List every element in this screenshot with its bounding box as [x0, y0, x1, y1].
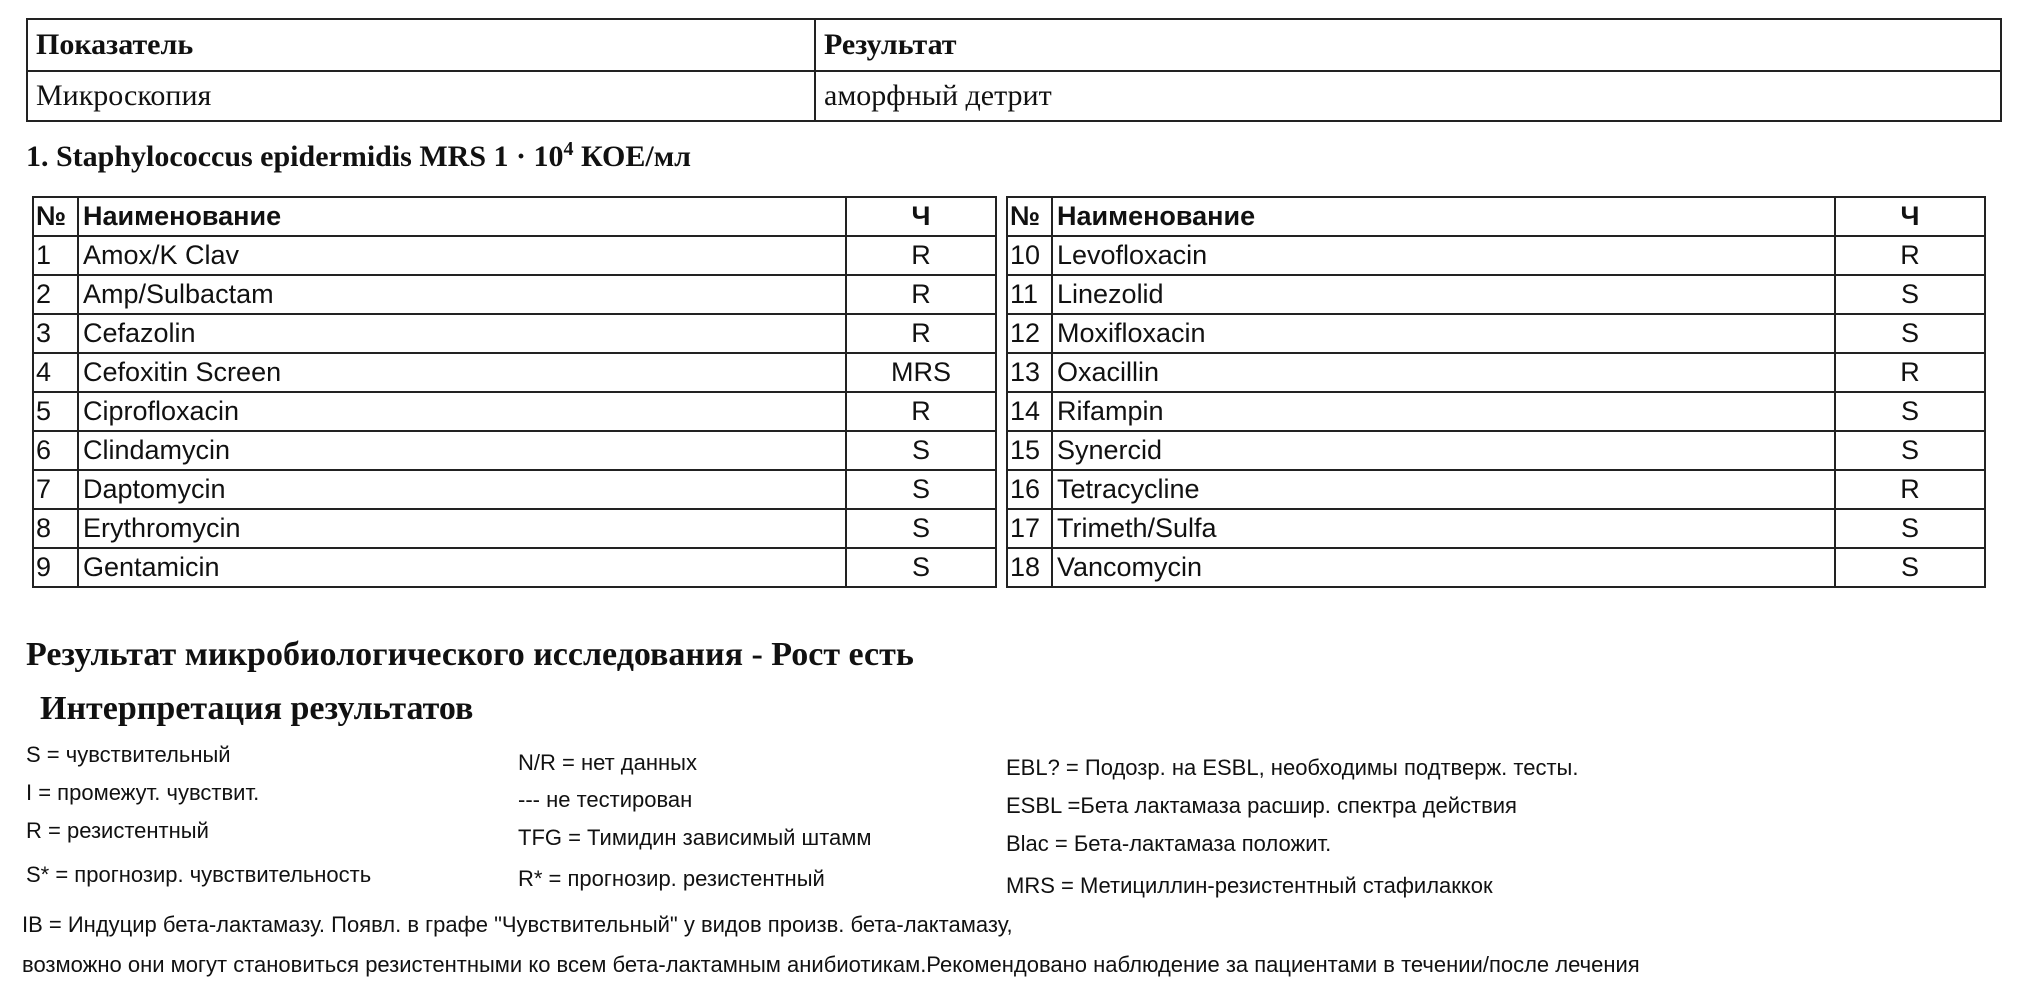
row-result: R [846, 392, 996, 431]
interpretation-title: Интерпретация результатов [40, 690, 474, 727]
row-num: 8 [33, 509, 78, 548]
legend-item: R = резистентный [26, 818, 209, 843]
row-antibiotic: Levofloxacin [1052, 236, 1835, 275]
legend-item: R* = прогнозир. резистентный [518, 866, 825, 891]
legend-item: S* = прогнозир. чувствительность [26, 862, 372, 887]
row-num: 5 [33, 392, 78, 431]
row-num: 11 [1007, 275, 1052, 314]
row-result: S [846, 509, 996, 548]
table-row [33, 236, 996, 275]
summary-header-row [27, 19, 2001, 71]
legend-item: ESBL =Бета лактамаза расшир. спектра действия [1006, 793, 1517, 818]
row-result: S [846, 431, 996, 470]
row-result: R [1835, 236, 1985, 275]
table-row [33, 353, 996, 392]
footnote-line: IB = Индуцир бета-лактамазу. Появл. в графе "Чувствительный" у видов произв. бета-лактамазу, [22, 912, 1013, 937]
row-result: MRS [846, 353, 996, 392]
legend-item: Blac = Бета-лактамаза положит. [1006, 831, 1332, 856]
row-num: 16 [1007, 470, 1052, 509]
row-antibiotic: Moxifloxacin [1052, 314, 1835, 353]
table-row [1007, 470, 1985, 509]
row-result: S [1835, 509, 1985, 548]
table-row [1007, 236, 1985, 275]
table-row [33, 275, 996, 314]
row-num: 15 [1007, 431, 1052, 470]
table-row [1007, 275, 1985, 314]
table-header-row [1007, 197, 1985, 236]
row-antibiotic: Rifampin [1052, 392, 1835, 431]
row-result: S [1835, 275, 1985, 314]
table-row [1007, 548, 1985, 587]
row-num: 9 [33, 548, 78, 587]
row-num: 17 [1007, 509, 1052, 548]
row-result: R [846, 314, 996, 353]
col-num-header: № [1007, 197, 1052, 236]
header-result: Результат [815, 19, 2001, 71]
row-num: 13 [1007, 353, 1052, 392]
organism-prefix: 1. Staphylococcus epidermidis MRS 1 · 10 [26, 140, 564, 173]
row-antibiotic: Trimeth/Sulfa [1052, 509, 1835, 548]
row-antibiotic: Linezolid [1052, 275, 1835, 314]
antibiotic-table-right [1006, 196, 1986, 588]
row-num: 12 [1007, 314, 1052, 353]
row-result: R [846, 275, 996, 314]
summary-row [27, 71, 2001, 121]
row-antibiotic: Clindamycin [78, 431, 846, 470]
row-result: R [846, 236, 996, 275]
row-antibiotic: Synercid [1052, 431, 1835, 470]
row-antibiotic: Cefoxitin Screen [78, 353, 846, 392]
row-antibiotic: Cefazolin [78, 314, 846, 353]
table-row [33, 548, 996, 587]
row-antibiotic: Oxacillin [1052, 353, 1835, 392]
row-antibiotic: Vancomycin [1052, 548, 1835, 587]
col-result-header: Ч [1835, 197, 1985, 236]
row-antibiotic: Tetracycline [1052, 470, 1835, 509]
row-num: 10 [1007, 236, 1052, 275]
row-num: 1 [33, 236, 78, 275]
row-num: 3 [33, 314, 78, 353]
row-antibiotic: Amp/Sulbactam [78, 275, 846, 314]
antibiotic-table-left [32, 196, 997, 588]
table-row [1007, 353, 1985, 392]
col-name-header: Наименование [1052, 197, 1835, 236]
row-antibiotic: Amox/K Clav [78, 236, 846, 275]
organism-suffix: КОЕ/мл [573, 140, 691, 173]
result-cell: аморфный детрит [815, 71, 2001, 121]
row-result: S [846, 470, 996, 509]
row-result: S [1835, 431, 1985, 470]
legend-item: N/R = нет данных [518, 750, 697, 775]
legend-item: I = промежут. чувствит. [26, 780, 260, 805]
table-row [33, 431, 996, 470]
row-num: 14 [1007, 392, 1052, 431]
legend-item: MRS = Метициллин-резистентный стафилаккок [1006, 873, 1493, 898]
table-row [33, 392, 996, 431]
row-num: 6 [33, 431, 78, 470]
row-num: 2 [33, 275, 78, 314]
footnote-line: возможно они могут становиться резистентными ко всем бета-лактамным анибиотикам.Рекомендовано наблюдение за пациентами в течении/после лечения [22, 952, 1640, 977]
table-row [1007, 431, 1985, 470]
legend-item: --- не тестирован [518, 787, 693, 812]
table-row [33, 470, 996, 509]
row-result: S [1835, 548, 1985, 587]
row-antibiotic: Erythromycin [78, 509, 846, 548]
summary-table [26, 18, 2002, 122]
table-row [1007, 392, 1985, 431]
table-header-row [33, 197, 996, 236]
organism-exponent: 4 [563, 138, 574, 160]
col-result-header: Ч [846, 197, 996, 236]
col-name-header: Наименование [78, 197, 846, 236]
legend-item: EBL? = Подозр. на ESBL, необходимы подтверж. тесты. [1006, 755, 1579, 780]
row-antibiotic: Daptomycin [78, 470, 846, 509]
row-antibiotic: Ciprofloxacin [78, 392, 846, 431]
row-antibiotic: Gentamicin [78, 548, 846, 587]
legend-item: TFG = Тимидин зависимый штамм [518, 825, 872, 850]
row-result: S [1835, 392, 1985, 431]
row-num: 7 [33, 470, 78, 509]
row-result: R [1835, 353, 1985, 392]
table-row [1007, 314, 1985, 353]
organism-title [26, 138, 691, 174]
row-num: 4 [33, 353, 78, 392]
row-result: S [846, 548, 996, 587]
table-row [33, 314, 996, 353]
indicator-cell: Микроскопия [27, 71, 815, 121]
col-num-header: № [33, 197, 78, 236]
table-row [33, 509, 996, 548]
conclusion-heading: Результат микробиологического исследования - Рост есть [26, 636, 914, 673]
row-result: S [1835, 314, 1985, 353]
table-row [1007, 509, 1985, 548]
row-result: R [1835, 470, 1985, 509]
row-num: 18 [1007, 548, 1052, 587]
header-indicator: Показатель [27, 19, 815, 71]
legend-item: S = чувствительный [26, 742, 231, 767]
